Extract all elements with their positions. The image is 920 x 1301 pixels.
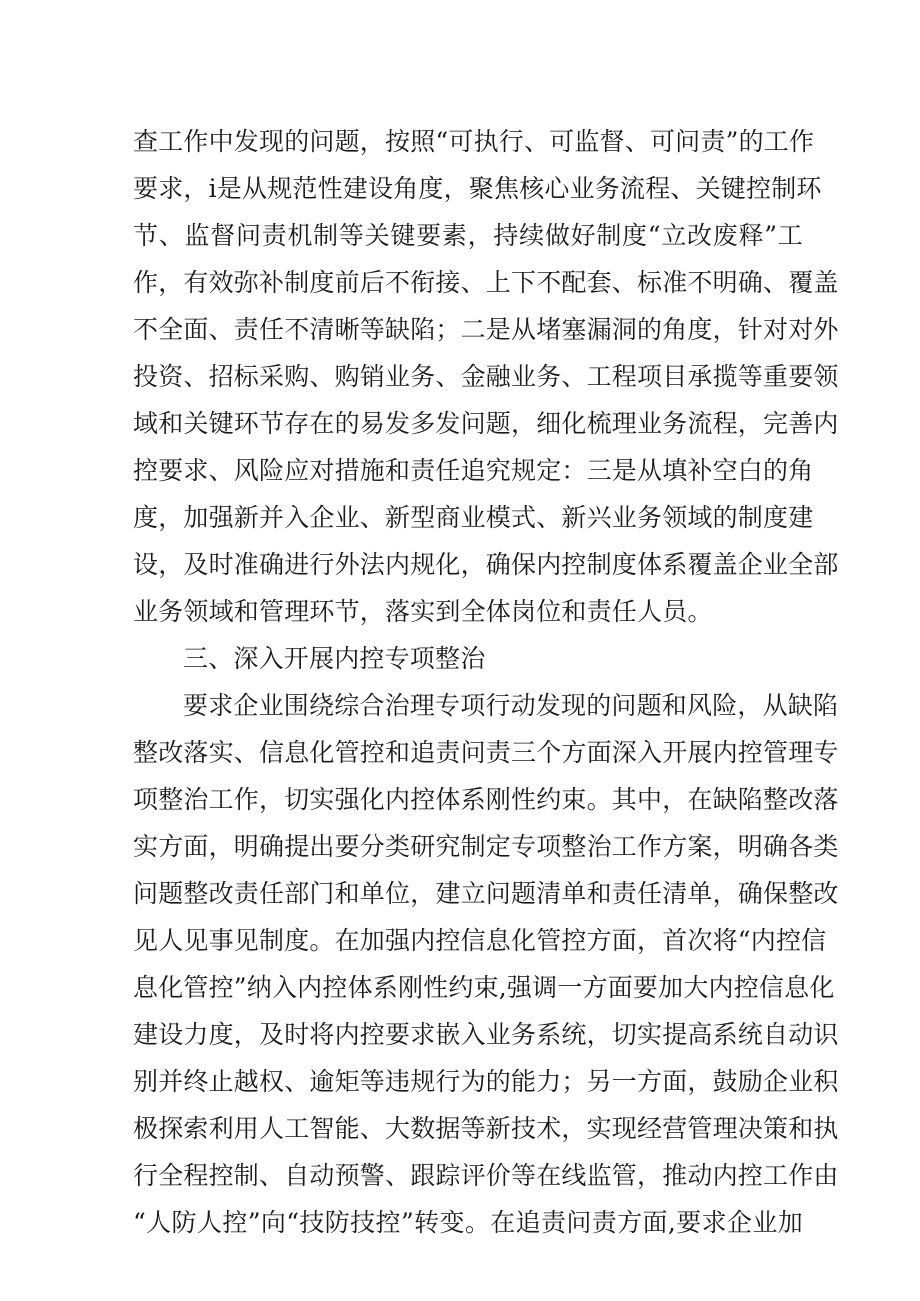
text-line-9: 度，加强新并入企业、新型商业模式、新兴业务领域的制度建 [133,503,814,532]
text-line-10: 设，及时准确进行外法内规化，确保内控制度体系覆盖企业全部 [133,550,839,579]
text-line-20: 建设力度，及时将内控要求嵌入业务系统，切实提高系统自动识 [133,1020,839,1049]
text-line-18: 见人见事见制度。在加强内控信息化管控方面，首次将“内控信 [133,926,827,955]
text-line-19: 息化管控”纳入内控体系刚性约束,强调一方面要加大内控信息化 [133,973,835,1002]
text-line-24: “人防人控”向“技防技控”转变。在追责问责方面,要求企业加 [133,1208,803,1237]
text-line-2: 要求，i是从规范性建设角度，聚焦核心业务流程、关键控制环 [133,174,822,203]
section-heading: 三、深入开展内控专项整治 [183,644,486,673]
text-line-21: 别并终止越权、逾矩等违规行为的能力；另一方面，鼓励企业积 [133,1067,839,1096]
text-line-17: 问题整改责任部门和单位，建立问题清单和责任清单，确保整改 [133,879,839,908]
text-line-1: 查工作中发现的问题，按照“可执行、可监督、可问责”的工作 [133,127,815,156]
text-line-16: 实方面，明确提出要分类研究制定专项整治工作方案，明确各类 [133,832,839,861]
text-line-7: 域和关键环节存在的易发多发问题，细化梳理业务流程，完善内 [133,409,839,438]
text-line-22: 极探索利用人工智能、大数据等新技术，实现经营管理决策和执 [133,1114,839,1143]
text-line-8: 控要求、风险应对措施和责任追究规定：三是从填补空白的角 [133,456,814,485]
text-line-4: 作，有效弥补制度前后不衔接、上下不配套、标准不明确、覆盖 [133,268,839,297]
text-line-15: 项整治工作，切实强化内控体系刚性约束。其中，在缺陷整改落 [133,785,839,814]
text-line-13: 要求企业围绕综合治理专项行动发现的问题和风险，从缺陷 [183,691,839,720]
text-line-5: 不全面、责任不清晰等缺陷；二是从堵塞漏洞的角度，针对对外 [133,315,839,344]
text-line-3: 节、监督问责机制等关键要素，持续做好制度“立改废释”工 [133,221,803,250]
text-line-6: 投资、招标采购、购销业务、金融业务、工程项目承揽等重要领 [133,362,839,391]
body-text [133,118,839,1246]
text-line-11: 业务领域和管理环节，落实到全体岗位和责任人员。 [133,597,713,626]
text-line-23: 行全程控制、自动预警、跟踪评价等在线监管，推动内控工作由 [133,1161,839,1190]
text-line-14: 整改落实、信息化管控和追责问责三个方面深入开展内控管理专 [133,738,839,767]
